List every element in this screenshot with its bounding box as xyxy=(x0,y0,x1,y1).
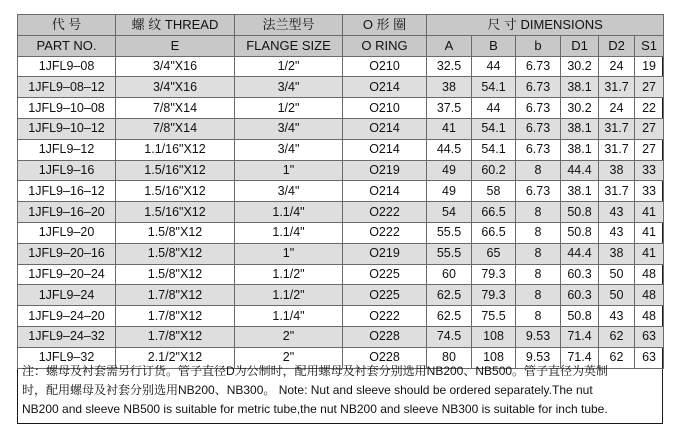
table-row xyxy=(18,139,664,160)
dim-a-cell: 54 xyxy=(427,202,472,223)
dim-a-cell: 44.5 xyxy=(427,139,472,160)
part-no-cell: 1JFL9–10–08 xyxy=(18,98,116,119)
dim-d2-cell: 50 xyxy=(599,285,635,306)
dim-b-lower-cell: 6.73 xyxy=(516,98,561,119)
dim-b-lower-cell: 9.53 xyxy=(516,347,561,368)
dim-a-cell: 80 xyxy=(427,347,472,368)
dim-s1-cell: 19 xyxy=(635,56,664,77)
oring-cell: O228 xyxy=(343,347,427,368)
flange-cell: 1.1/2" xyxy=(235,285,343,306)
dim-d1-cell: 50.8 xyxy=(561,306,599,327)
thread-cell: 3/4"X16 xyxy=(116,77,235,98)
table-row xyxy=(18,118,664,139)
oring-cell: O210 xyxy=(343,56,427,77)
part-no-cell: 1JFL9–08–12 xyxy=(18,77,116,98)
header-code: 代 号 xyxy=(18,15,116,36)
dim-b-lower-cell: 8 xyxy=(516,160,561,181)
oring-cell: O214 xyxy=(343,77,427,98)
dim-a-cell: 37.5 xyxy=(427,98,472,119)
oring-cell: O214 xyxy=(343,181,427,202)
dim-b-lower-cell: 6.73 xyxy=(516,139,561,160)
thread-cell: 1.5/16"X12 xyxy=(116,181,235,202)
thread-cell: 1.7/8"X12 xyxy=(116,306,235,327)
oring-cell: O225 xyxy=(343,264,427,285)
dim-a-cell: 49 xyxy=(427,181,472,202)
flange-cell: 2" xyxy=(235,347,343,368)
table-row xyxy=(18,285,664,306)
dim-b-lower-cell: 6.73 xyxy=(516,181,561,202)
table-row xyxy=(18,77,664,98)
thread-cell: 1.5/16"X12 xyxy=(116,160,235,181)
dim-d1-cell: 38.1 xyxy=(561,118,599,139)
dim-a-cell: 49 xyxy=(427,160,472,181)
dim-b-upper-cell: 44 xyxy=(472,98,516,119)
header-part-no: PART NO. xyxy=(18,35,116,56)
dim-b-upper-cell: 79.3 xyxy=(472,285,516,306)
table-row xyxy=(18,160,664,181)
oring-cell: O222 xyxy=(343,202,427,223)
table-row xyxy=(18,243,664,264)
thread-cell: 7/8"X14 xyxy=(116,118,235,139)
dim-d2-cell: 31.7 xyxy=(599,181,635,202)
dim-s1-cell: 41 xyxy=(635,222,664,243)
dim-b-upper-cell: 66.5 xyxy=(472,222,516,243)
dim-d2-cell: 38 xyxy=(599,243,635,264)
dim-s1-cell: 48 xyxy=(635,306,664,327)
dim-s1-cell: 27 xyxy=(635,77,664,98)
dim-a-cell: 62.5 xyxy=(427,285,472,306)
dim-d1-cell: 71.4 xyxy=(561,326,599,347)
thread-cell: 1.1/16"X12 xyxy=(116,139,235,160)
dim-s1-cell: 33 xyxy=(635,181,664,202)
dim-d2-cell: 62 xyxy=(599,347,635,368)
dim-b-lower-cell: 8 xyxy=(516,243,561,264)
dim-d1-cell: 38.1 xyxy=(561,77,599,98)
flange-cell: 1.1/4" xyxy=(235,306,343,327)
part-no-cell: 1JFL9–08 xyxy=(18,56,116,77)
table-row xyxy=(18,202,664,223)
dim-d2-cell: 43 xyxy=(599,306,635,327)
oring-cell: O222 xyxy=(343,222,427,243)
flange-cell: 2" xyxy=(235,326,343,347)
dim-s1-cell: 27 xyxy=(635,118,664,139)
flange-cell: 1.1/4" xyxy=(235,222,343,243)
specification-table xyxy=(17,14,664,369)
part-no-cell: 1JFL9–32 xyxy=(18,347,116,368)
part-no-cell: 1JFL9–24 xyxy=(18,285,116,306)
dim-d2-cell: 31.7 xyxy=(599,118,635,139)
dim-b-upper-cell: 60.2 xyxy=(472,160,516,181)
dim-b-lower-cell: 6.73 xyxy=(516,56,561,77)
oring-cell: O225 xyxy=(343,285,427,306)
table-header xyxy=(18,15,664,57)
dim-b-upper-cell: 54.1 xyxy=(472,118,516,139)
table-row xyxy=(18,222,664,243)
header-thread: 螺 纹 THREAD xyxy=(116,15,235,36)
dim-a-cell: 62.5 xyxy=(427,306,472,327)
table-body xyxy=(18,56,664,368)
header-row-chinese xyxy=(18,15,664,36)
flange-cell: 3/4" xyxy=(235,118,343,139)
oring-cell: O210 xyxy=(343,98,427,119)
dim-d1-cell: 60.3 xyxy=(561,264,599,285)
dim-b-lower-cell: 6.73 xyxy=(516,77,561,98)
thread-cell: 1.5/8"X12 xyxy=(116,243,235,264)
dim-d2-cell: 31.7 xyxy=(599,77,635,98)
table-row xyxy=(18,306,664,327)
dim-s1-cell: 22 xyxy=(635,98,664,119)
dim-b-upper-cell: 79.3 xyxy=(472,264,516,285)
dim-b-upper-cell: 75.5 xyxy=(472,306,516,327)
flange-cell: 1.1/2" xyxy=(235,264,343,285)
header-dim-b-upper: B xyxy=(472,35,516,56)
part-no-cell: 1JFL9–20–16 xyxy=(18,243,116,264)
dim-s1-cell: 41 xyxy=(635,202,664,223)
part-no-cell: 1JFL9–16–20 xyxy=(18,202,116,223)
thread-cell: 1.5/8"X12 xyxy=(116,222,235,243)
flange-cell: 1.1/4" xyxy=(235,202,343,223)
flange-cell: 3/4" xyxy=(235,181,343,202)
dim-s1-cell: 48 xyxy=(635,285,664,306)
flange-cell: 1" xyxy=(235,243,343,264)
dim-b-upper-cell: 58 xyxy=(472,181,516,202)
dim-d1-cell: 60.3 xyxy=(561,285,599,306)
dim-a-cell: 32.5 xyxy=(427,56,472,77)
dim-b-upper-cell: 54.1 xyxy=(472,77,516,98)
thread-cell: 1.7/8"X12 xyxy=(116,285,235,306)
dim-d2-cell: 24 xyxy=(599,98,635,119)
dim-s1-cell: 63 xyxy=(635,347,664,368)
dim-a-cell: 60 xyxy=(427,264,472,285)
part-no-cell: 1JFL9–20–24 xyxy=(18,264,116,285)
dim-b-lower-cell: 8 xyxy=(516,306,561,327)
dim-a-cell: 41 xyxy=(427,118,472,139)
header-dimensions: 尺 寸 DIMENSIONS xyxy=(427,15,664,36)
footnote-line-2: 时，配用螺母及衬套分别选用NB200、NB300。 Note: Nut and sleeve should be ordered separately.The nut xyxy=(22,383,593,397)
dim-b-upper-cell: 44 xyxy=(472,56,516,77)
dim-d2-cell: 38 xyxy=(599,160,635,181)
header-thread-e: E xyxy=(116,35,235,56)
header-o-ring: O RING xyxy=(343,35,427,56)
dim-b-lower-cell: 8 xyxy=(516,202,561,223)
header-dim-b-lower: b xyxy=(516,35,561,56)
table-row xyxy=(18,326,664,347)
dim-s1-cell: 33 xyxy=(635,160,664,181)
dim-d1-cell: 38.1 xyxy=(561,181,599,202)
dim-b-upper-cell: 66.5 xyxy=(472,202,516,223)
header-dim-d2: D2 xyxy=(599,35,635,56)
dim-b-upper-cell: 54.1 xyxy=(472,139,516,160)
dim-a-cell: 74.5 xyxy=(427,326,472,347)
thread-cell: 7/8"X14 xyxy=(116,98,235,119)
thread-cell: 2.1/2"X12 xyxy=(116,347,235,368)
dim-b-lower-cell: 8 xyxy=(516,222,561,243)
flange-cell: 3/4" xyxy=(235,139,343,160)
dim-b-upper-cell: 108 xyxy=(472,347,516,368)
dim-d2-cell: 24 xyxy=(599,56,635,77)
dim-d2-cell: 43 xyxy=(599,222,635,243)
header-flange: 法兰型号 xyxy=(235,15,343,36)
dim-d1-cell: 71.4 xyxy=(561,347,599,368)
flange-cell: 3/4" xyxy=(235,77,343,98)
flange-cell: 1/2" xyxy=(235,56,343,77)
dim-d1-cell: 30.2 xyxy=(561,98,599,119)
dim-d2-cell: 31.7 xyxy=(599,139,635,160)
dim-d1-cell: 50.8 xyxy=(561,202,599,223)
part-no-cell: 1JFL9–24–32 xyxy=(18,326,116,347)
dim-d1-cell: 44.4 xyxy=(561,160,599,181)
header-dim-d1: D1 xyxy=(561,35,599,56)
oring-cell: O219 xyxy=(343,160,427,181)
dim-s1-cell: 63 xyxy=(635,326,664,347)
dim-b-upper-cell: 65 xyxy=(472,243,516,264)
dim-s1-cell: 41 xyxy=(635,243,664,264)
flange-cell: 1" xyxy=(235,160,343,181)
oring-cell: O222 xyxy=(343,306,427,327)
dim-a-cell: 55.5 xyxy=(427,243,472,264)
part-no-cell: 1JFL9–12 xyxy=(18,139,116,160)
dim-b-lower-cell: 6.73 xyxy=(516,118,561,139)
dim-d1-cell: 30.2 xyxy=(561,56,599,77)
flange-cell: 1/2" xyxy=(235,98,343,119)
dim-s1-cell: 48 xyxy=(635,264,664,285)
footnote-line-1: 注：螺母及衬套需另行订货。管子直径D为公制时，配用螺母及衬套分别选用NB200、NB500。管子直径为英制 xyxy=(22,364,609,378)
header-dim-a: A xyxy=(427,35,472,56)
footnote xyxy=(22,362,662,419)
dim-d2-cell: 43 xyxy=(599,202,635,223)
oring-cell: O219 xyxy=(343,243,427,264)
part-no-cell: 1JFL9–20 xyxy=(18,222,116,243)
dim-b-lower-cell: 8 xyxy=(516,264,561,285)
dim-d1-cell: 44.4 xyxy=(561,243,599,264)
oring-cell: O214 xyxy=(343,139,427,160)
thread-cell: 1.5/8"X12 xyxy=(116,264,235,285)
dim-d2-cell: 50 xyxy=(599,264,635,285)
header-oring: O 形 圈 xyxy=(343,15,427,36)
header-dim-s1: S1 xyxy=(635,35,664,56)
oring-cell: O228 xyxy=(343,326,427,347)
header-row-english xyxy=(18,35,664,56)
dim-b-lower-cell: 9.53 xyxy=(516,326,561,347)
part-no-cell: 1JFL9–10–12 xyxy=(18,118,116,139)
dim-b-lower-cell: 8 xyxy=(516,285,561,306)
dim-a-cell: 55.5 xyxy=(427,222,472,243)
thread-cell: 3/4"X16 xyxy=(116,56,235,77)
table-row xyxy=(18,264,664,285)
table-row xyxy=(18,98,664,119)
thread-cell: 1.7/8"X12 xyxy=(116,326,235,347)
dim-d1-cell: 38.1 xyxy=(561,139,599,160)
part-no-cell: 1JFL9–16 xyxy=(18,160,116,181)
dim-a-cell: 38 xyxy=(427,77,472,98)
footnote-line-3: NB200 and sleeve NB500 is suitable for metric tube,the nut NB200 and sleeve NB300 is suitable for inch tube. xyxy=(22,402,608,416)
header-flange-size: FLANGE SIZE xyxy=(235,35,343,56)
table-row xyxy=(18,181,664,202)
table-row xyxy=(18,56,664,77)
part-no-cell: 1JFL9–16–12 xyxy=(18,181,116,202)
part-no-cell: 1JFL9–24–20 xyxy=(18,306,116,327)
dim-b-upper-cell: 108 xyxy=(472,326,516,347)
thread-cell: 1.5/16"X12 xyxy=(116,202,235,223)
dim-d2-cell: 62 xyxy=(599,326,635,347)
dim-d1-cell: 50.8 xyxy=(561,222,599,243)
dim-s1-cell: 27 xyxy=(635,139,664,160)
oring-cell: O214 xyxy=(343,118,427,139)
